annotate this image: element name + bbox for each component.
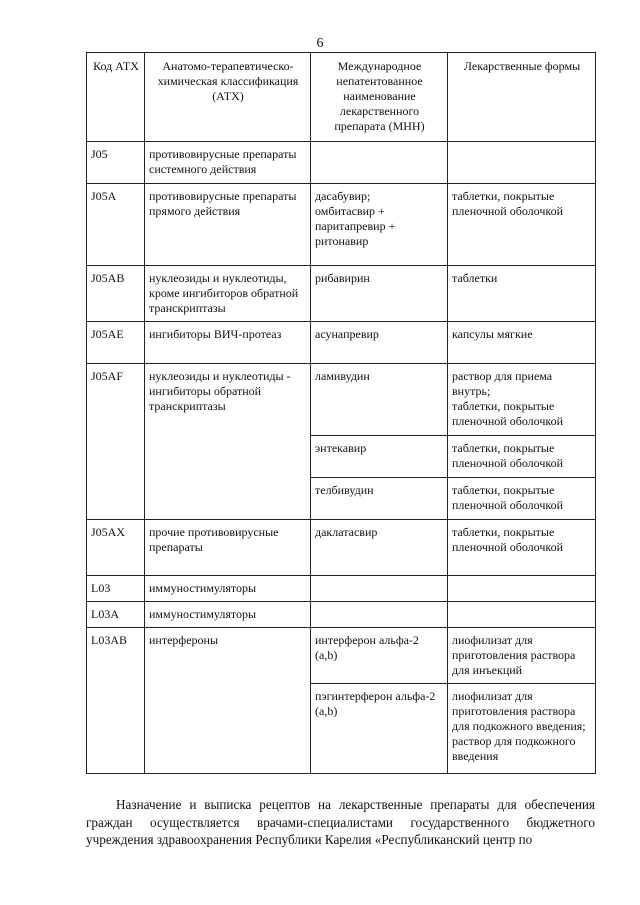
cell-mnn: телбивудин (311, 478, 448, 520)
cell-form (448, 142, 596, 184)
cell-mnn: пэгинтерферон альфа-2 (a,b) (311, 684, 448, 774)
page-number: 6 (316, 36, 324, 51)
header-forms: Лекарственные формы (448, 53, 596, 142)
cell-mnn: энтекавир (311, 436, 448, 478)
table-row (87, 520, 596, 576)
cell-form (448, 576, 596, 602)
cell-form: таблетки (448, 266, 596, 322)
table-header-row (87, 53, 596, 142)
cell-mnn: ламивудин (311, 364, 448, 436)
cell-mnn (311, 576, 448, 602)
cell-mnn: рибавирин (311, 266, 448, 322)
table-row (87, 364, 596, 436)
cell-code: L03AB (87, 628, 145, 774)
cell-mnn: асунапревир (311, 322, 448, 364)
cell-code: J05AE (87, 322, 145, 364)
table-row (87, 142, 596, 184)
header-mnn: Международное непатентованное наименование лекарственного препарата (МНН) (311, 53, 448, 142)
cell-atx: нуклеозиды и нуклеотиды - ингибиторы обратной транскриптазы (145, 364, 311, 520)
cell-code: L03A (87, 602, 145, 628)
cell-form: таблетки, покрытые пленочной оболочкой (448, 436, 596, 478)
table-row (87, 184, 596, 266)
table-row (87, 322, 596, 364)
cell-code: J05AX (87, 520, 145, 576)
cell-form: лиофилизат для приготовления раствора для подкожного введения; раствор для подкожного введения (448, 684, 596, 774)
table-row (87, 266, 596, 322)
cell-code: J05AF (87, 364, 145, 520)
cell-atx: интерфероны (145, 628, 311, 774)
cell-atx: иммуностимуляторы (145, 576, 311, 602)
cell-atx: ингибиторы ВИЧ-протеаз (145, 322, 311, 364)
cell-form: раствор для приема внутрь; таблетки, покрытые пленочной оболочкой (448, 364, 596, 436)
cell-form: таблетки, покрытые пленочной оболочкой (448, 478, 596, 520)
cell-code: J05 (87, 142, 145, 184)
cell-atx: прочие противовирусные препараты (145, 520, 311, 576)
cell-code: L03 (87, 576, 145, 602)
cell-mnn (311, 142, 448, 184)
cell-form: капсулы мягкие (448, 322, 596, 364)
table-row (87, 602, 596, 628)
cell-form: таблетки, покрытые пленочной оболочкой (448, 520, 596, 576)
cell-mnn: даклатасвир (311, 520, 448, 576)
cell-atx: противовирусные препараты прямого действия (145, 184, 311, 266)
cell-mnn: дасабувир; омбитасвир + паритапревир + ритонавир (311, 184, 448, 266)
cell-form: лиофилизат для приготовления раствора для инъекций (448, 628, 596, 684)
table-row (87, 576, 596, 602)
cell-form (448, 602, 596, 628)
table-row (87, 628, 596, 684)
body-paragraph: Назначение и выписка рецептов на лекарственные препараты для обеспечения граждан осуществляется врачами-специалистами государственного бюджетного учреждения здравоохранения Республики Карелия «Республиканский центр по (86, 797, 595, 848)
atx-drug-table (86, 52, 596, 774)
header-atx: Анатомо-терапевтическо-химическая классификация (АТХ) (145, 53, 311, 142)
cell-atx: иммуностимуляторы (145, 602, 311, 628)
cell-code: J05AB (87, 266, 145, 322)
cell-mnn: интерферон альфа-2 (a,b) (311, 628, 448, 684)
cell-form: таблетки, покрытые пленочной оболочкой (448, 184, 596, 266)
cell-code: J05A (87, 184, 145, 266)
cell-atx: противовирусные препараты системного действия (145, 142, 311, 184)
cell-mnn (311, 602, 448, 628)
header-code: Код АТХ (87, 53, 145, 142)
cell-atx: нуклеозиды и нуклеотиды, кроме ингибиторов обратной транскриптазы (145, 266, 311, 322)
